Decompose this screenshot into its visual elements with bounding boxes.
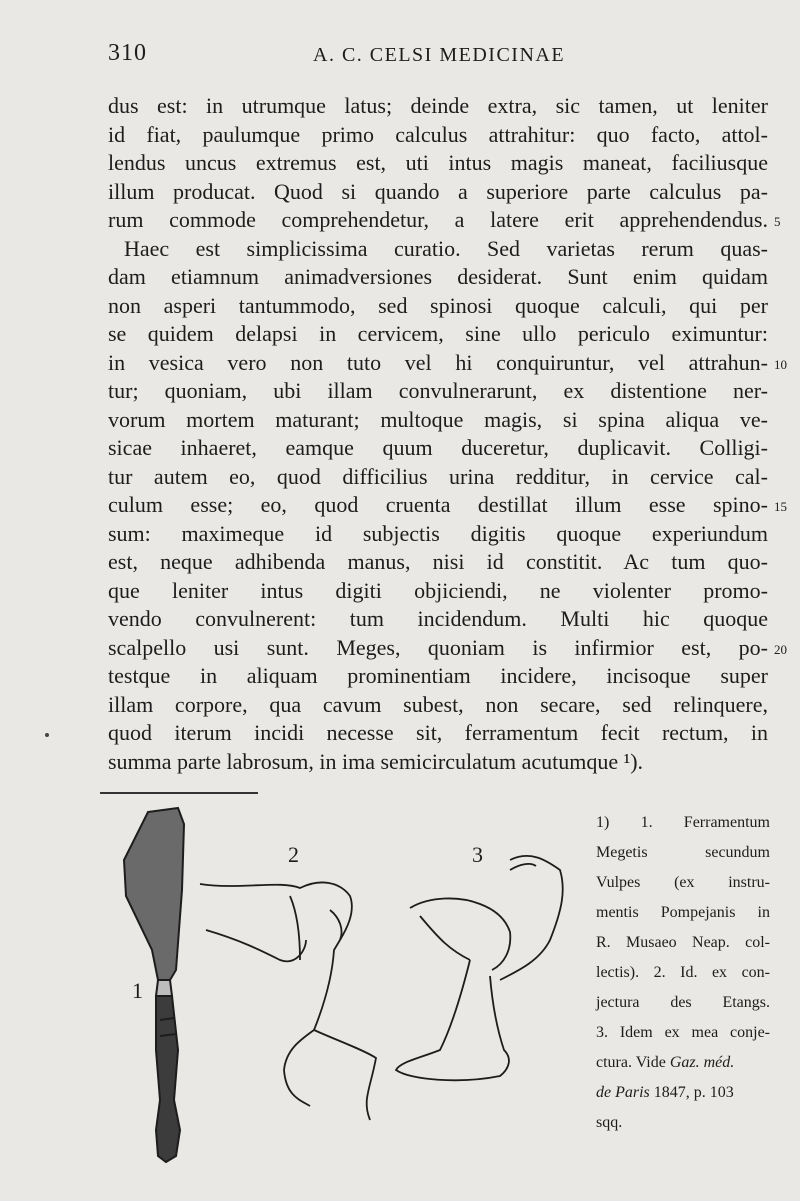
text-line-with-number: [108, 634, 787, 663]
journal-title-cont: de Paris: [596, 1084, 650, 1101]
footnote-line: Megetis secundum: [596, 844, 770, 861]
text-line: summa parte labrosum, in ima semicirculatum acutumque ¹).: [108, 748, 644, 774]
text-line: vorum mortem maturant; multoque magis, si spina aliqua ve-: [108, 406, 768, 432]
figure-label-1: 1: [132, 978, 143, 1003]
text-line: dus est: in utrumque latus; deinde extra, sic tamen, ut leniter: [108, 93, 768, 118]
text-line: rum commode comprehendetur, a latere erit apprehendendus.: [108, 207, 768, 232]
footnote-line: [596, 1048, 770, 1078]
text-line: lendus uncus extremus est, uti intus magis maneat, faciliusque: [108, 150, 768, 175]
line-number: 5: [774, 214, 781, 229]
line-number: 15: [774, 499, 787, 514]
footnote-line: 3. Idem ex mea conje-: [596, 1024, 770, 1041]
figure-label-2: 2: [288, 842, 299, 867]
footnote-line: mentis Pompejanis in: [596, 904, 770, 921]
footnote-line: jectura des Etangs.: [596, 994, 770, 1011]
text-line: id fiat, paulumque primo calculus attrahitur: quo facto, attol-: [108, 121, 768, 147]
text-line-with-number: [108, 491, 787, 520]
text-line: Haec est simplicissima curatio. Sed varietas rerum quas-: [124, 235, 768, 261]
text-line: non asperi tantummodo, sed spinosi quoque calculi, qui per: [108, 292, 768, 318]
text-line-with-number: [108, 349, 787, 378]
journal-title: Gaz. méd.: [669, 1054, 735, 1071]
footnote-line: [596, 1078, 770, 1108]
running-title: A. C. CELSI MEDICINAE: [313, 44, 566, 66]
text-line: que leniter intus digiti objiciendi, ne violenter promo-: [108, 577, 768, 603]
text-line: dam etiamnum animadversiones desiderat. Sunt enim quidam: [108, 264, 768, 289]
page-number: 310: [108, 40, 147, 66]
hand-tool-figure-3: [396, 856, 563, 1080]
text-line: se quidem delapsi in cervicem, sine ullo periculo eximuntur:: [108, 321, 768, 346]
footnote-line: lectis). 2. Id. ex con-: [596, 964, 770, 981]
text-line: illam corpore, qua cavum subest, non secare, sed relinquere,: [108, 691, 768, 717]
text-line: testque in aliquam prominentiam incidere, incisoque super: [108, 663, 768, 688]
instrument-drawing: [100, 800, 590, 1170]
page-header: [108, 40, 768, 74]
footnote-text: 1847, p. 103: [649, 1084, 734, 1101]
text-line: est, neque adhibenda manus, nisi id constitit. Ac tum quo-: [108, 549, 768, 574]
text-line: scalpello usi sunt. Meges, quoniam is infirmior est, po-: [108, 634, 768, 660]
text-line: tur; quoniam, ubi illam convulnerarunt, ex distentione ner-: [108, 378, 768, 403]
footnote-text: ctura. Vide: [596, 1054, 670, 1071]
text-line: tur autem eo, quod difficilius urina redditur, in cervice cal-: [108, 463, 768, 489]
instrument-illustration: [100, 800, 590, 1170]
text-line: vendo convulnerent: tum incidendum. Multi hic quoque: [108, 606, 768, 631]
ink-speck: [45, 733, 49, 737]
footnote: [596, 808, 770, 1138]
text-line: sicae inhaeret, eamque quum duceretur, duplicavit. Colligi-: [108, 435, 768, 460]
footnote-line: Vulpes (ex instru-: [596, 874, 770, 891]
figure-label-3: 3: [472, 842, 483, 867]
text-line: in vesica vero non tuto vel hi conquiruntur, vel attrahun-: [108, 349, 768, 375]
footnote-line: 1) 1. Ferramentum: [596, 814, 770, 831]
text-line: culum esse; eo, quod cruenta destillat illum esse spino-: [108, 492, 768, 517]
footnote-line: R. Musaeo Neap. col-: [596, 934, 770, 951]
text-line: illum producat. Quod si quando a superiore parte calculus pa-: [108, 178, 768, 204]
text-line: sum: maximeque id subjectis digitis quoque experiundum: [108, 520, 768, 546]
line-number: 10: [774, 356, 787, 372]
text-line: quod iterum incidi necesse sit, ferramentum fecit rectum, in: [108, 720, 768, 745]
main-text: [108, 92, 787, 776]
footnote-line: sqq.: [596, 1114, 623, 1131]
line-number: 20: [774, 641, 787, 657]
text-line-with-number: [108, 206, 781, 235]
hand-tool-figure-2: [200, 882, 376, 1120]
footnote-rule: [100, 792, 258, 794]
